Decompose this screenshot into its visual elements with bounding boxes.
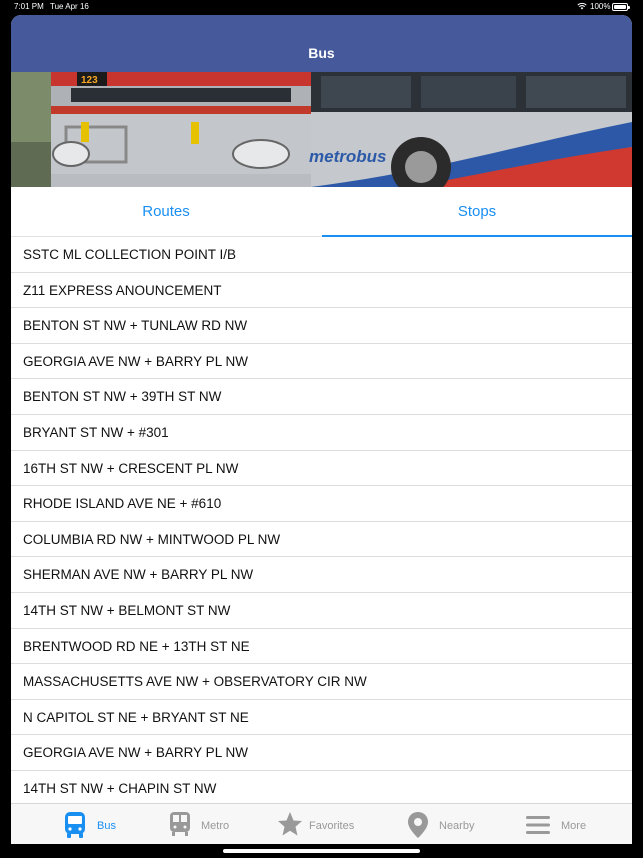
tab-routes[interactable]: Routes: [142, 203, 190, 220]
status-date: Tue Apr 16: [50, 2, 89, 11]
stop-list-item[interactable]: RHODE ISLAND AVE NE + #610: [11, 486, 632, 522]
stop-list-item[interactable]: GEORGIA AVE NW + BARRY PL NW: [11, 735, 632, 771]
brand-text: metrobus: [309, 147, 387, 166]
tab-favorites-label: Favorites: [309, 820, 355, 832]
stop-list-item[interactable]: MASSACHUSETTS AVE NW + OBSERVATORY CIR NW: [11, 664, 632, 700]
menu-icon: [525, 815, 551, 835]
home-indicator[interactable]: [223, 849, 420, 853]
tab-stops[interactable]: Stops: [457, 203, 497, 220]
battery-percent: 100%: [590, 2, 611, 11]
route-display: 123: [81, 75, 98, 86]
stop-list-item[interactable]: BRENTWOOD RD NE + 13TH ST NE: [11, 629, 632, 665]
routes-stops-segmented-control: [11, 187, 632, 237]
bus-banner-image: [11, 72, 632, 187]
stop-list-item[interactable]: 14TH ST NW + BELMONT ST NW: [11, 593, 632, 629]
stop-list: [11, 237, 632, 807]
stop-list-item[interactable]: SSTC ML COLLECTION POINT I/B: [11, 237, 632, 273]
tab-bus-label: Bus: [97, 820, 116, 832]
bus-photo-icon: [11, 72, 632, 187]
battery-icon: [612, 3, 628, 11]
stop-list-item[interactable]: Z11 EXPRESS ANOUNCEMENT: [11, 273, 632, 309]
wifi-icon: [577, 2, 587, 10]
tab-nearby-label: Nearby: [439, 820, 475, 832]
battery-level-fill: [614, 5, 626, 9]
stop-list-item[interactable]: SHERMAN AVE NW + BARRY PL NW: [11, 557, 632, 593]
location-pin-icon: [407, 811, 429, 839]
bottom-tab-bar: [11, 803, 632, 844]
tab-nearby[interactable]: [405, 804, 485, 844]
app-window: [11, 15, 632, 844]
train-icon: [169, 811, 191, 837]
stop-list-item[interactable]: COLUMBIA RD NW + MINTWOOD PL NW: [11, 522, 632, 558]
status-time: 7:01 PM: [14, 2, 44, 11]
stop-list-item[interactable]: BENTON ST NW + TUNLAW RD NW: [11, 308, 632, 344]
stop-list-item[interactable]: 14TH ST NW + CHAPIN ST NW: [23, 780, 217, 796]
stop-list-item[interactable]: N CAPITOL ST NE + BRYANT ST NE: [11, 700, 632, 736]
page-title: Bus: [308, 45, 335, 61]
star-icon: [277, 811, 303, 837]
tab-metro[interactable]: [167, 804, 247, 844]
tab-more-label: More: [561, 820, 587, 832]
stop-list-item[interactable]: BRYANT ST NW + #301: [11, 415, 632, 451]
navigation-bar: [11, 15, 632, 72]
tab-more[interactable]: [525, 804, 605, 844]
status-bar: [0, 0, 643, 14]
stop-list-item[interactable]: GEORGIA AVE NW + BARRY PL NW: [11, 344, 632, 380]
bus-icon: [63, 811, 87, 839]
stop-list-item[interactable]: BENTON ST NW + 39TH ST NW: [11, 379, 632, 415]
tab-metro-label: Metro: [201, 820, 230, 832]
tab-bus[interactable]: [61, 804, 141, 844]
stop-list-item[interactable]: 16TH ST NW + CRESCENT PL NW: [11, 451, 632, 487]
tab-favorites[interactable]: [277, 804, 367, 844]
